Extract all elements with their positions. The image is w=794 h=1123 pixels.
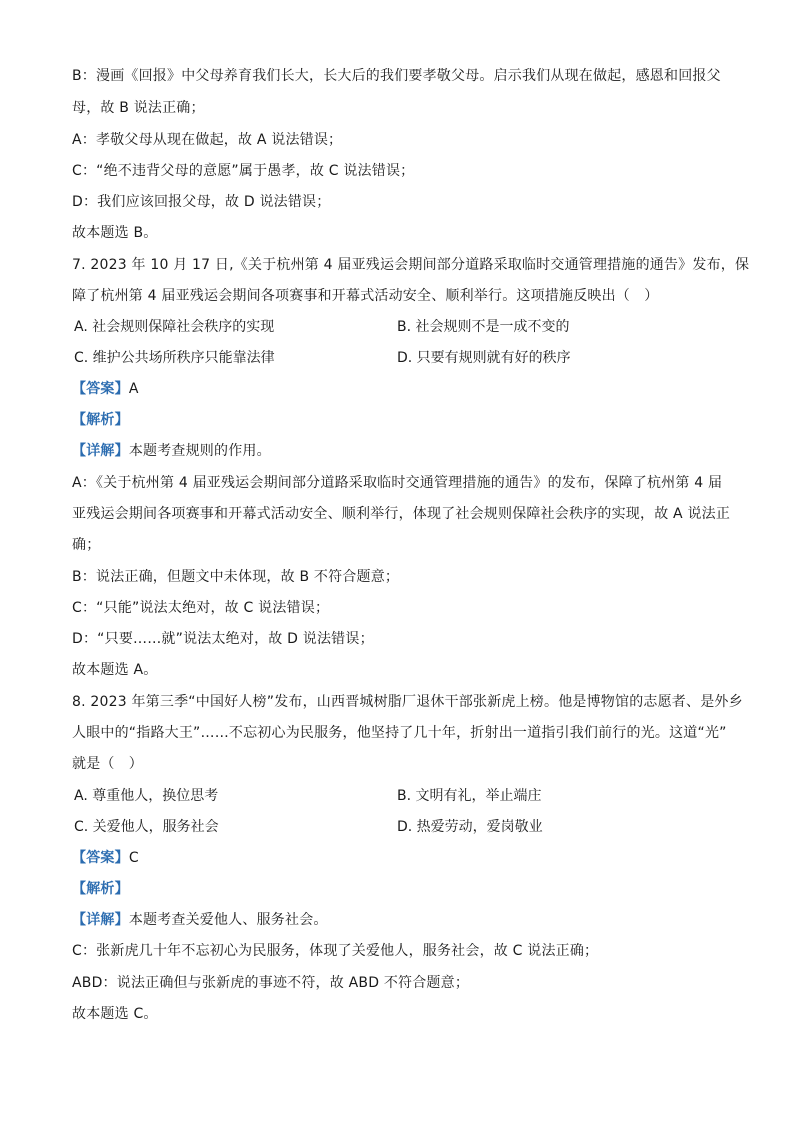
q7-a-explanation-line2: 亚残运会期间各项赛事和开幕式活动安全、顺利举行，体现了社会规则保障社会秩序的实现，故 A 说法正 xyxy=(72,506,731,522)
q7-answer xyxy=(72,379,732,399)
q8-abd-explanation: ABD：说法正确但与张新虎的事迹不符，故 ABD 不符合题意； xyxy=(72,975,470,991)
q6-conclusion: 故本题选 B。 xyxy=(72,225,158,241)
q8-conclusion: 故本题选 C。 xyxy=(72,1006,158,1022)
q6-c-explanation: C：“绝不违背父母的意愿”属于愚孝，故 C 说法错误； xyxy=(72,163,415,179)
q7-detail-text: 本题考查规则的作用。 xyxy=(128,443,271,459)
q7-detail-tag: 【详解】 xyxy=(72,443,129,459)
q8-detail-tag: 【详解】 xyxy=(72,912,129,928)
q7-conclusion: 故本题选 A。 xyxy=(72,662,158,678)
q6-b-explanation-line1: B：漫画《回报》中父母养育我们长大，长大后的我们要孝敬父母。启示我们从现在做起，感恩和回报父 xyxy=(72,68,721,84)
q8-stem-line2: 人眼中的“指路大王”……不忘初心为民服务，他坚持了几十年，折射出一道指引我们前行的光。这道“光” xyxy=(72,725,727,741)
q7-analysis xyxy=(72,410,732,430)
q8-option-d: D. 热爱劳动，爱岗敬业 xyxy=(397,819,543,835)
q7-stem-line2: 障了杭州第 4 届亚残运会期间各项赛事和开幕式活动安全、顺利举行。这项措施反映出（ ） xyxy=(72,288,659,304)
q8-c-explanation: C：张新虎几十年不忘初心为民服务，体现了关爱他人，服务社会，故 C 说法正确； xyxy=(72,943,599,959)
q8-analysis-tag: 【解析】 xyxy=(72,881,129,897)
q7-stem-line1: 7. 2023 年 10 月 17 日,《关于杭州第 4 届亚残运会期间部分道路采取临时交通管理措施的通告》发布，保 xyxy=(72,257,750,273)
q7-a-explanation-line3: 确； xyxy=(72,537,101,553)
q8-answer xyxy=(72,848,732,868)
q7-option-c: C. 维护公共场所秩序只能靠法律 xyxy=(74,350,275,366)
q6-d-explanation: D：我们应该回报父母，故 D 说法错误； xyxy=(72,194,331,210)
q7-option-a: A. 社会规则保障社会秩序的实现 xyxy=(74,319,275,335)
q8-answer-tag: 【答案】 xyxy=(72,850,129,866)
q7-a-explanation-line1: A：《关于杭州第 4 届亚残运会期间部分道路采取临时交通管理措施的通告》的发布，保障了杭州第 4 届 xyxy=(72,475,723,491)
q7-detail xyxy=(72,441,732,461)
q7-option-b: B. 社会规则不是一成不变的 xyxy=(397,319,570,335)
q8-detail xyxy=(72,910,732,930)
q7-analysis-tag: 【解析】 xyxy=(72,412,129,428)
q8-stem-line1: 8. 2023 年第三季“中国好人榜”发布，山西晋城树脂厂退休干部张新虎上榜。他是博物馆的志愿者、是外乡 xyxy=(72,694,743,710)
q8-detail-text: 本题考查关爱他人、服务社会。 xyxy=(128,912,328,928)
q7-c-explanation: C：“只能”说法太绝对，故 C 说法错误； xyxy=(72,600,330,616)
q7-d-explanation: D：“只要……就”说法太绝对，故 D 说法错误； xyxy=(72,631,374,647)
q8-option-b: B. 文明有礼，举止端庄 xyxy=(397,788,542,804)
q7-b-explanation: B：说法正确，但题文中未体现，故 B 不符合题意； xyxy=(72,569,400,585)
q8-analysis xyxy=(72,879,732,899)
q8-stem-line3: 就是（ ） xyxy=(72,756,143,772)
q6-b-explanation-line2: 母，故 B 说法正确； xyxy=(72,100,205,116)
q6-a-explanation: A：孝敬父母从现在做起，故 A 说法错误； xyxy=(72,132,343,148)
q8-option-c: C. 关爱他人，服务社会 xyxy=(74,819,219,835)
q8-answer-value: C xyxy=(128,850,139,866)
q7-answer-value: A xyxy=(128,381,139,397)
q7-answer-tag: 【答案】 xyxy=(72,381,129,397)
q7-option-d: D. 只要有规则就有好的秩序 xyxy=(397,350,571,366)
q8-option-a: A. 尊重他人，换位思考 xyxy=(74,788,219,804)
